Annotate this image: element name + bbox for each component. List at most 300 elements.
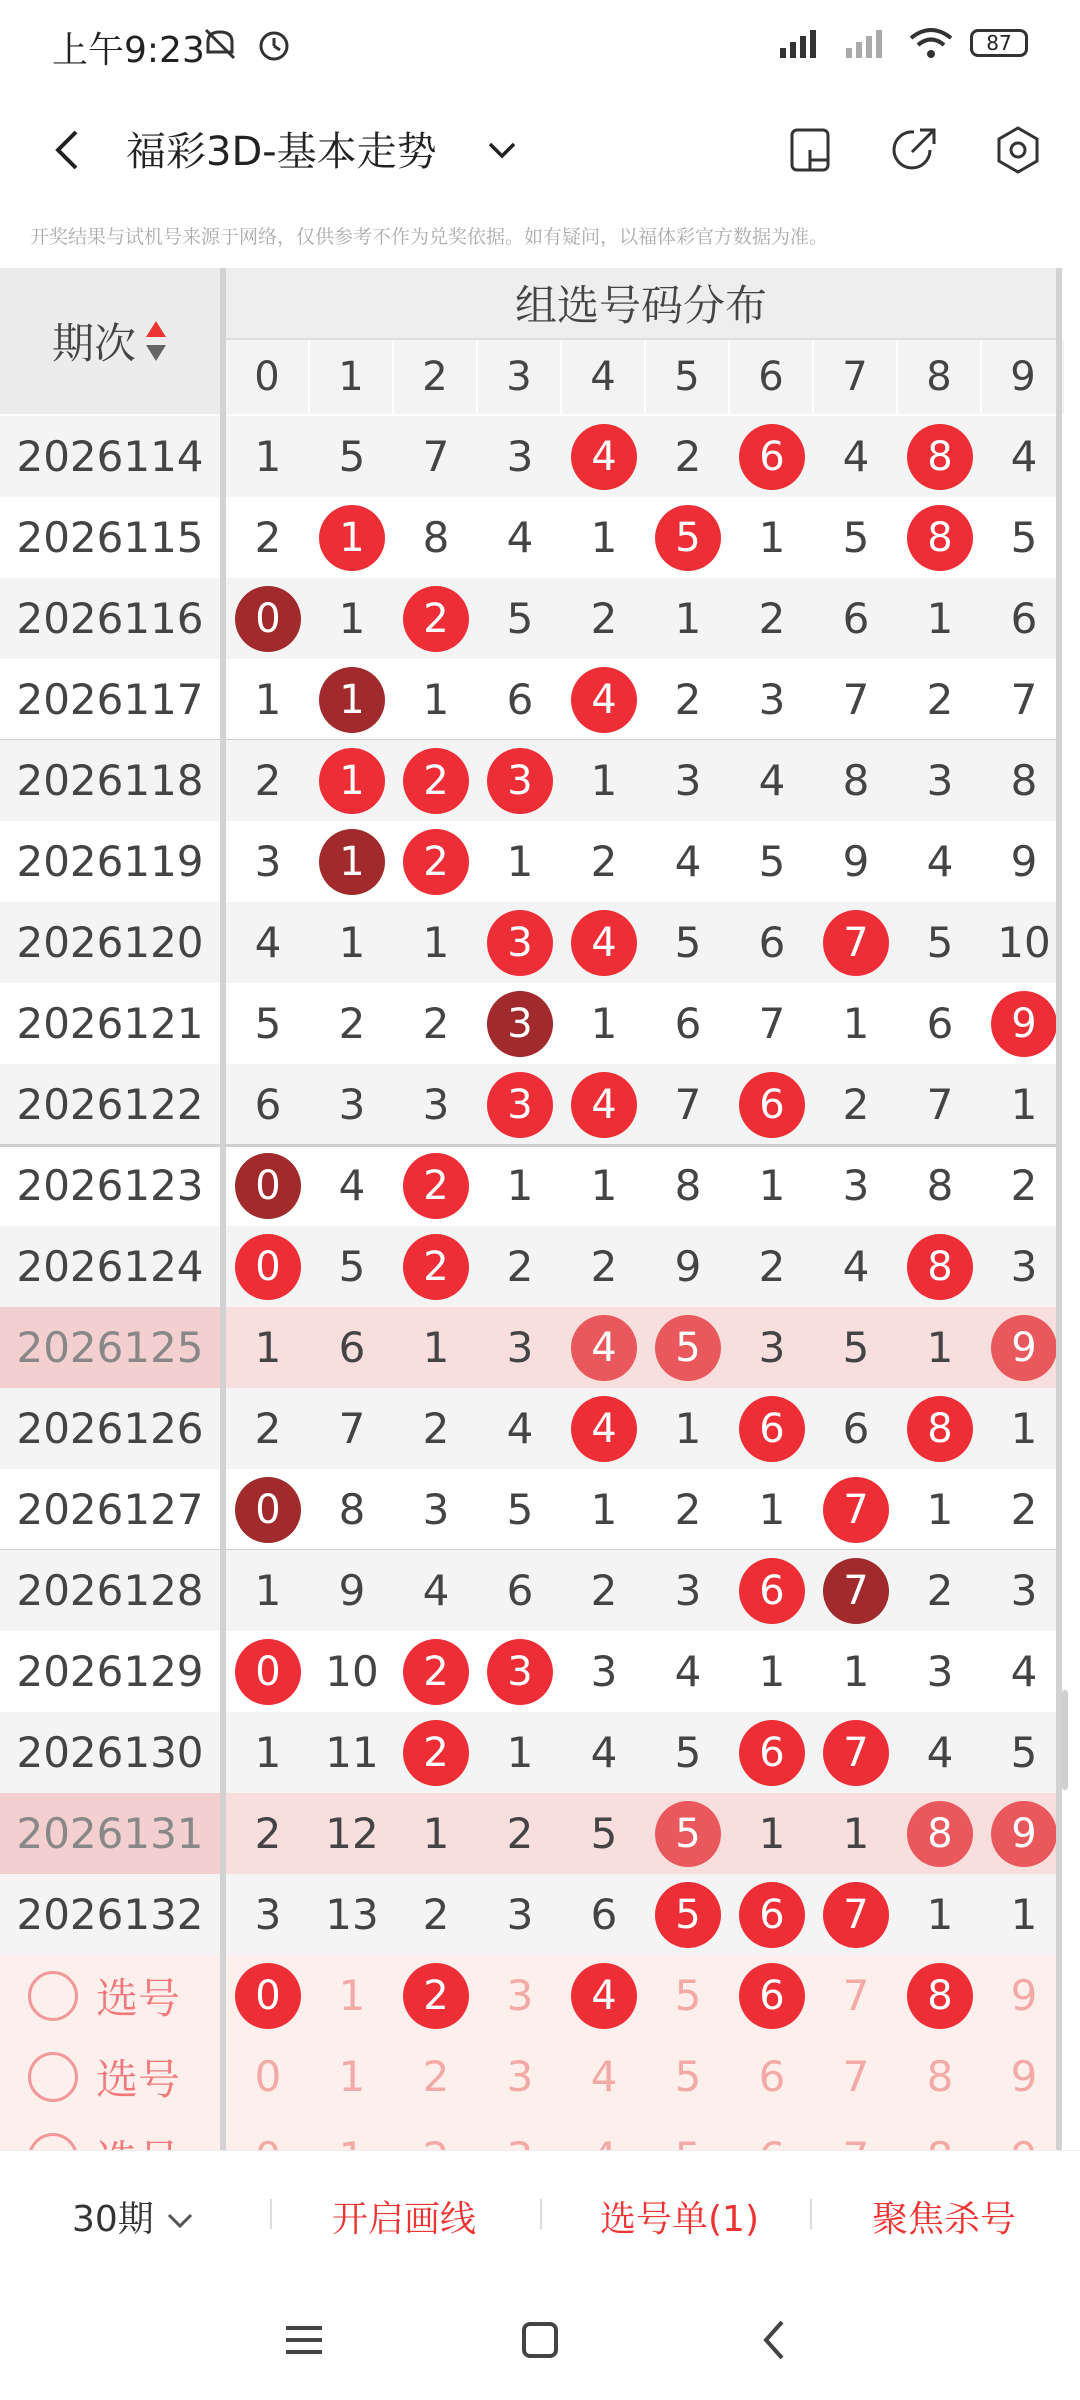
digit-cell: 1 [590,513,618,562]
number-ball: 5 [655,1882,721,1948]
digit-cell: 1 [422,675,450,724]
digit-cell: 4 [1010,1647,1038,1696]
number-ball: 4 [571,1396,637,1462]
select-digit-cell[interactable]: 8 [926,2052,954,2101]
digit-cell: 5 [590,1809,618,1858]
digit-cell: 1 [842,1647,870,1696]
digit-cell [898,1388,982,1469]
digit-cell [394,821,478,902]
digit-cell: 1 [254,1728,282,1777]
digit-cell: 1 [338,918,366,967]
number-ball: 5 [655,505,721,571]
select-label-cell[interactable] [0,1955,220,2036]
digit-cell: 8 [674,1161,702,1210]
digit-cell [730,1064,814,1145]
table-row[interactable] [0,1064,1060,1145]
share-icon[interactable] [884,120,944,180]
digit-cell: 1 [590,999,618,1048]
digit-cell: 3 [926,756,954,805]
select-label-cell[interactable] [0,2036,220,2117]
digit-header: 2 [394,340,476,414]
digit-cell [562,902,646,983]
digit-cell: 10 [997,918,1051,967]
number-ball: 4 [571,667,637,733]
number-ball: 6 [739,1558,805,1624]
select-digit-cell[interactable]: 5 [674,2052,702,2101]
select-digit-cell[interactable]: 0 [254,2052,282,2101]
digit-cell: 5 [926,918,954,967]
digit-cell: 1 [338,594,366,643]
digit-cell: 3 [1010,1566,1038,1615]
select-digit-cell[interactable]: 5 [674,1971,702,2020]
digit-cell: 1 [758,1485,786,1534]
digit-cell [226,1469,310,1550]
table-row[interactable] [0,1388,1060,1469]
digit-cell: 5 [338,1242,366,1291]
table-row[interactable] [0,1631,1060,1712]
digit-cell: 11 [325,1728,379,1777]
digit-cell: 4 [674,837,702,886]
digit-cell [898,497,982,578]
digit-cell: 5 [1010,513,1038,562]
digit-cell: 2 [254,756,282,805]
digit-cell: 1 [926,594,954,643]
digit-cell: 6 [506,675,534,724]
digit-cell: 4 [674,1647,702,1696]
digit-cell: 1 [926,1323,954,1372]
scrollbar[interactable] [1062,1690,1068,1790]
digit-cell: 2 [338,999,366,1048]
group-distribution-header: 组选号码分布 [226,268,1056,340]
digit-cell: 1 [842,999,870,1048]
bottom-toolbar [0,2150,1080,2271]
signal-icon [776,26,826,60]
digit-cell [394,578,478,659]
digit-cell [562,1388,646,1469]
digit-cell: 2 [842,1080,870,1129]
digit-cell: 3 [338,1080,366,1129]
select-digit-cell[interactable]: 7 [842,2052,870,2101]
digit-cell: 1 [590,1161,618,1210]
digit-cell: 2 [1010,1485,1038,1534]
digit-cell: 2 [422,1404,450,1453]
table-row[interactable] [0,416,1060,497]
select-digit-cell[interactable]: 7 [842,1971,870,2020]
number-ball: 2 [403,1639,469,1705]
digit-cell: 2 [590,594,618,643]
number-ball: 4 [571,1315,637,1381]
select-digit-cell[interactable]: 6 [758,2052,786,2101]
digit-cell [478,1631,562,1712]
digit-cell: 6 [1010,594,1038,643]
digit-cell: 3 [506,1890,534,1939]
digit-cell [310,821,394,902]
period-cell: 2026132 [16,1890,204,1939]
digit-cell: 9 [842,837,870,886]
select-row[interactable] [0,2036,1060,2117]
digit-cell [478,983,562,1064]
digit-cell: 2 [1010,1161,1038,1210]
digit-cell: 1 [506,837,534,886]
digit-cell [730,416,814,497]
digit-cell: 5 [506,1485,534,1534]
selected-number-ball[interactable]: 2 [403,1963,469,2029]
digit-cell: 9 [674,1242,702,1291]
selected-number-ball[interactable]: 4 [571,1963,637,2029]
app-header [0,90,1080,210]
digit-cell: 2 [254,1809,282,1858]
digit-cell: 2 [674,675,702,724]
digit-cell [814,1550,898,1631]
digit-cell: 4 [926,837,954,886]
period-count-label: 30期 [72,2199,154,2240]
digit-cell: 5 [758,837,786,886]
number-ball: 7 [823,910,889,976]
table-row[interactable] [0,659,1060,740]
period-cell: 2026119 [16,837,204,886]
digit-cell: 2 [590,1566,618,1615]
period-cell: 2026124 [16,1242,204,1291]
digit-cell [814,1469,898,1550]
select-digit-cell[interactable]: 1 [338,1971,366,2020]
digit-cell: 3 [254,1890,282,1939]
digit-cell: 1 [674,594,702,643]
selected-number-ball[interactable]: 0 [235,1963,301,2029]
digit-cell [898,1226,982,1307]
digit-cell: 4 [506,1404,534,1453]
select-row[interactable] [0,1955,1060,2036]
number-ball: 3 [487,748,553,814]
back-nav-icon[interactable] [746,2310,806,2370]
number-ball: 8 [907,1801,973,1867]
period-cell: 2026129 [16,1647,204,1696]
digit-header: 1 [310,340,392,414]
digit-cell: 1 [758,1809,786,1858]
draw-lines-button[interactable]: 开启画线 [332,2199,477,2240]
digit-cell: 4 [1010,432,1038,481]
number-ball: 1 [319,748,385,814]
digit-cell [562,1307,646,1388]
radio-icon[interactable] [28,2052,78,2102]
digit-cell: 1 [422,1323,450,1372]
chevron-down-icon [165,2209,195,2233]
digit-cell: 3 [422,1485,450,1534]
select-digit-cell[interactable]: 1 [338,2052,366,2101]
digit-cell [226,1145,310,1226]
select-digit-cell[interactable] [562,1955,646,2036]
table-row[interactable] [0,1550,1060,1631]
digit-cell: 1 [1010,1404,1038,1453]
digit-cell: 1 [1010,1080,1038,1129]
digit-cell: 3 [254,837,282,886]
digit-cell: 1 [254,432,282,481]
digit-cell: 4 [506,513,534,562]
digit-cell: 1 [422,1809,450,1858]
digit-cell: 6 [590,1890,618,1939]
table-row[interactable] [0,1307,1060,1388]
digit-cell [646,1793,730,1874]
number-ball: 5 [655,1801,721,1867]
sort-icon[interactable] [144,319,168,363]
period-cell: 2026127 [16,1485,204,1534]
digit-cell: 1 [758,513,786,562]
digit-cell: 1 [842,1809,870,1858]
digit-cell: 3 [422,1080,450,1129]
digit-cell: 10 [325,1647,379,1696]
digit-cell: 1 [674,1404,702,1453]
table-row[interactable] [0,821,1060,902]
digit-cell: 4 [842,1242,870,1291]
digit-cell [982,1793,1066,1874]
digit-cell: 7 [1010,675,1038,724]
digit-cell [310,659,394,740]
radio-icon[interactable] [28,1971,78,2021]
battery-icon: 87 [970,29,1028,57]
period-cell: 2026131 [0,1793,220,1874]
period-cell: 2026115 [16,513,204,562]
digit-cell [478,1064,562,1145]
digit-cell: 2 [758,1242,786,1291]
digit-cell: 3 [758,675,786,724]
period-cell: 2026118 [16,756,204,805]
digit-cell: 7 [674,1080,702,1129]
digit-cell: 2 [422,1890,450,1939]
number-ball: 2 [403,1720,469,1786]
digit-cell: 1 [506,1161,534,1210]
digit-cell: 4 [842,432,870,481]
digit-cell: 1 [926,1890,954,1939]
number-ball: 0 [235,1477,301,1543]
digit-header: 6 [730,340,812,414]
number-ball: 0 [235,1234,301,1300]
digit-cell: 1 [590,756,618,805]
digit-cell: 6 [506,1566,534,1615]
table-row[interactable] [0,902,1060,983]
digit-cell: 4 [590,1728,618,1777]
digit-cell: 3 [674,1566,702,1615]
digit-cell [982,983,1066,1064]
digit-cell: 13 [325,1890,379,1939]
digit-cell: 4 [254,918,282,967]
menu-icon[interactable] [274,2310,334,2370]
number-ball: 1 [319,667,385,733]
digit-cell: 3 [506,1323,534,1372]
settings-icon[interactable] [988,120,1048,180]
digit-cell [562,416,646,497]
page-title[interactable]: 福彩3D-基本走势 [126,129,437,175]
number-ball: 6 [739,1396,805,1462]
digit-cell: 2 [674,432,702,481]
digit-cell: 6 [842,1404,870,1453]
digit-cell [394,740,478,821]
chevron-down-icon[interactable] [482,130,522,170]
system-nav-bar [0,2270,1080,2400]
alarm-icon [254,24,294,64]
digit-cell: 1 [254,1566,282,1615]
digit-cell: 1 [1010,1890,1038,1939]
back-icon[interactable] [40,120,100,180]
digit-cell [394,1145,478,1226]
digit-cell: 6 [674,999,702,1048]
digit-cell: 2 [422,999,450,1048]
digit-cell: 4 [338,1161,366,1210]
select-digit-cell[interactable] [394,1955,478,2036]
digit-cell: 2 [926,1566,954,1615]
home-icon[interactable] [510,2310,570,2370]
number-ball: 7 [823,1477,889,1543]
digit-cell [730,1712,814,1793]
digit-cell [562,1064,646,1145]
digit-cell: 6 [338,1323,366,1372]
select-digit-cell[interactable]: 2 [422,2052,450,2101]
select-digit-cell[interactable] [226,1955,310,2036]
number-ball: 7 [823,1558,889,1624]
digit-cell: 1 [926,1485,954,1534]
number-ball: 3 [487,1072,553,1138]
digit-cell: 7 [422,432,450,481]
select-digit-cell[interactable] [898,1955,982,2036]
digit-cell: 3 [590,1647,618,1696]
table-row[interactable] [0,1226,1060,1307]
digit-cell: 5 [674,918,702,967]
period-cell: 2026125 [0,1307,220,1388]
number-ball: 0 [235,1639,301,1705]
select-digit-cell[interactable]: 9 [1010,2052,1038,2101]
digit-cell [226,578,310,659]
digit-cell: 8 [338,1485,366,1534]
table-row[interactable] [0,740,1060,821]
digit-cell: 6 [842,594,870,643]
digit-cell: 1 [422,918,450,967]
digit-cell: 3 [506,432,534,481]
table-row[interactable] [0,983,1060,1064]
trend-table[interactable] [0,268,1080,2150]
digit-cell: 4 [758,756,786,805]
period-cell: 2026114 [16,432,204,481]
number-ball: 2 [403,1153,469,1219]
number-ball: 0 [235,1153,301,1219]
period-cell: 2026121 [16,999,204,1048]
select-digit-cell[interactable]: 3 [506,1971,534,2020]
number-ball: 1 [319,829,385,895]
period-count-select[interactable] [72,2191,195,2242]
number-ball: 8 [907,424,973,490]
number-ball: 9 [991,991,1057,1057]
number-ball: 8 [907,1234,973,1300]
digit-cell [730,1874,814,1955]
digit-cell: 2 [590,837,618,886]
digit-cell [982,1307,1066,1388]
selected-number-ball[interactable]: 6 [739,1963,805,2029]
period-cell: 2026122 [16,1080,204,1129]
table-row[interactable] [0,1793,1060,1874]
period-cell: 2026123 [16,1161,204,1210]
digit-cell [394,1712,478,1793]
digit-cell: 3 [1010,1242,1038,1291]
number-ball: 2 [403,586,469,652]
digit-cell [646,1874,730,1955]
digit-header: 0 [226,340,308,414]
digit-cell: 2 [674,1485,702,1534]
digit-cell: 6 [926,999,954,1048]
column-divider [1056,268,1062,2150]
digit-cell: 2 [254,1404,282,1453]
mute-icon [200,24,240,64]
digit-cell [310,740,394,821]
number-ball: 9 [991,1315,1057,1381]
mode-switch-icon[interactable] [780,120,840,180]
digit-cell [814,902,898,983]
number-ball: 7 [823,1882,889,1948]
digit-cell: 1 [254,1323,282,1372]
digit-cell: 3 [758,1323,786,1372]
digit-cell: 1 [590,1485,618,1534]
digit-header: 4 [562,340,644,414]
wifi-icon [908,26,954,60]
digit-cell: 9 [338,1566,366,1615]
selected-number-ball[interactable]: 8 [907,1963,973,2029]
number-ball: 6 [739,1882,805,1948]
digit-cell: 8 [926,1161,954,1210]
table-row[interactable] [0,1874,1060,1955]
signal-weak-icon [842,26,892,60]
table-row[interactable] [0,1145,1060,1226]
digit-cell [478,740,562,821]
digit-cell: 3 [926,1647,954,1696]
table-row[interactable] [0,578,1060,659]
status-bar [0,0,1080,90]
digit-cell [646,1307,730,1388]
table-row[interactable] [0,1712,1060,1793]
number-ball: 5 [655,1315,721,1381]
select-digit-cell[interactable]: 3 [506,2052,534,2101]
digit-cell: 7 [758,999,786,1048]
number-ball: 9 [991,1801,1057,1867]
number-ball: 3 [487,910,553,976]
digit-cell: 8 [1010,756,1038,805]
digit-cell [730,1550,814,1631]
digit-cell: 9 [1010,837,1038,886]
number-ball: 6 [739,1720,805,1786]
digit-cell [898,416,982,497]
period-cell: 2026130 [16,1728,204,1777]
table-row[interactable] [0,1469,1060,1550]
digit-cell: 2 [590,1242,618,1291]
digit-cell: 3 [674,756,702,805]
select-label: 选号 [96,1973,181,2023]
digit-cell: 1 [758,1647,786,1696]
period-cell: 2026128 [16,1566,204,1615]
digit-cell: 2 [758,594,786,643]
digit-cell: 8 [422,513,450,562]
select-digit-cell[interactable]: 9 [1010,1971,1038,2020]
digit-cell [814,1874,898,1955]
number-ball: 6 [739,424,805,490]
select-digit-cell[interactable] [730,1955,814,2036]
select-digit-cell[interactable]: 4 [590,2052,618,2101]
period-cell: 2026126 [16,1404,204,1453]
period-header[interactable] [0,268,220,414]
selection-list-button[interactable]: 选号单(1) [600,2199,759,2240]
number-ball: 3 [487,1639,553,1705]
disclaimer-text: 开奖结果与试机号来源于网络，仅供参考不作为兑奖依据。如有疑问，以福体彩官方数据为准。 [30,226,829,248]
number-ball: 2 [403,829,469,895]
table-row[interactable] [0,497,1060,578]
period-cell: 2026117 [16,675,204,724]
focus-kill-button[interactable]: 聚焦杀号 [872,2199,1017,2240]
digit-cell [898,1793,982,1874]
digit-cell: 5 [338,432,366,481]
